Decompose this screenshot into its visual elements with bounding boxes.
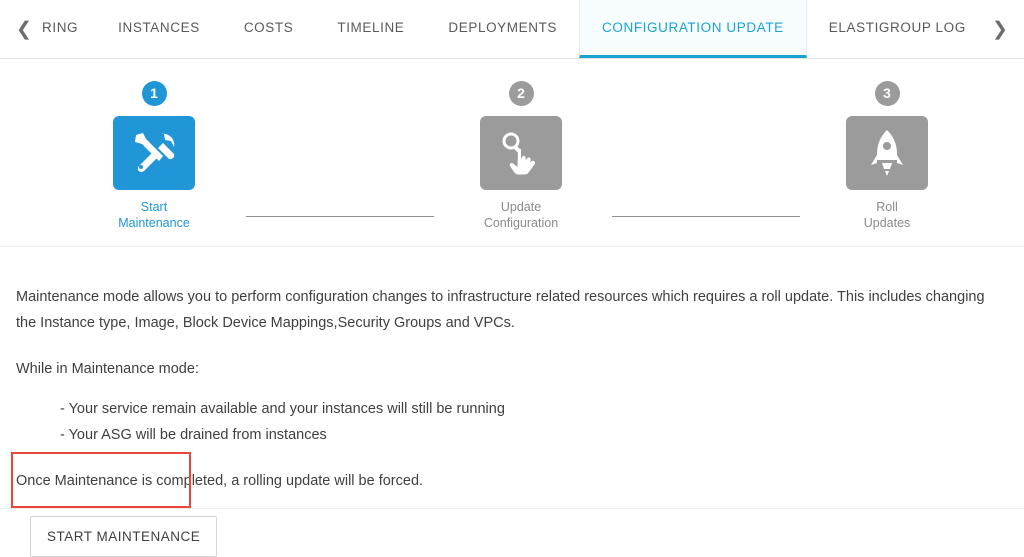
maintenance-bullet-list	[16, 396, 1008, 448]
maintenance-description	[0, 247, 1024, 557]
step-start-maintenance[interactable]	[74, 81, 234, 231]
tab-bar	[0, 0, 1024, 59]
step-label-line1: Roll	[876, 200, 898, 214]
step-label-line2: Updates	[863, 216, 911, 230]
step-list	[0, 59, 1024, 246]
tab-label: ELASTIGROUP LOG	[828, 20, 966, 35]
tab-configuration-update[interactable]	[579, 0, 807, 58]
tab-label: DEPLOYMENTS	[448, 20, 558, 35]
step-label	[441, 199, 601, 231]
rocket-icon	[846, 116, 928, 190]
start-maintenance-button[interactable]: START MAINTENANCE	[30, 516, 217, 557]
step-label	[74, 199, 234, 231]
tab-elastigroup-log[interactable]	[807, 0, 982, 58]
step-number-badge: 3	[875, 81, 900, 106]
chevron-left-icon[interactable]: ❮	[0, 0, 42, 58]
tab-timeline[interactable]	[315, 0, 426, 58]
step-update-configuration[interactable]	[441, 81, 601, 231]
tab-ring[interactable]	[42, 0, 96, 58]
step-label-line1: Start	[140, 200, 168, 214]
step-label-line2: Configuration	[483, 216, 559, 230]
list-item: - Your ASG will be drained from instances	[60, 427, 327, 443]
intro-paragraph: Maintenance mode allows you to perform configuration changes to infrastructure related resources which requires a roll update. This includes changing the Instance type, Image, Block Device Mappings,Security Groups and VPCs.	[16, 288, 985, 331]
step-number-badge: 1	[142, 81, 167, 106]
tab-label: INSTANCES	[118, 20, 200, 35]
while-heading: While in Maintenance mode:	[16, 360, 199, 377]
step-connector-2	[612, 216, 800, 217]
step-roll-updates[interactable]	[807, 81, 967, 231]
step-label	[807, 199, 967, 231]
click-hand-icon	[480, 116, 562, 190]
tab-label: CONFIGURATION UPDATE	[602, 20, 784, 35]
tab-instances[interactable]	[96, 0, 222, 58]
tab-label: COSTS	[243, 20, 294, 35]
closing-paragraph: Once Maintenance is completed, a rolling update will be forced.	[16, 473, 424, 489]
step-label-line1: Update	[500, 200, 542, 214]
tab-deployments[interactable]	[426, 0, 579, 58]
chevron-right-icon[interactable]: ❯	[982, 0, 1024, 58]
tab-costs[interactable]	[222, 0, 316, 58]
wizard-stepper	[0, 59, 1024, 247]
tools-icon	[113, 116, 195, 190]
step-connector-1	[246, 216, 434, 217]
list-item: - Your service remain available and your instances will still be running	[60, 401, 505, 417]
tab-label: RING	[42, 20, 79, 35]
step-number-badge: 2	[509, 81, 534, 106]
action-bar	[16, 516, 1008, 557]
tab-list	[42, 0, 982, 58]
bottom-divider	[0, 508, 1024, 509]
tab-label: TIMELINE	[337, 20, 405, 35]
step-label-line2: Maintenance	[118, 216, 190, 230]
